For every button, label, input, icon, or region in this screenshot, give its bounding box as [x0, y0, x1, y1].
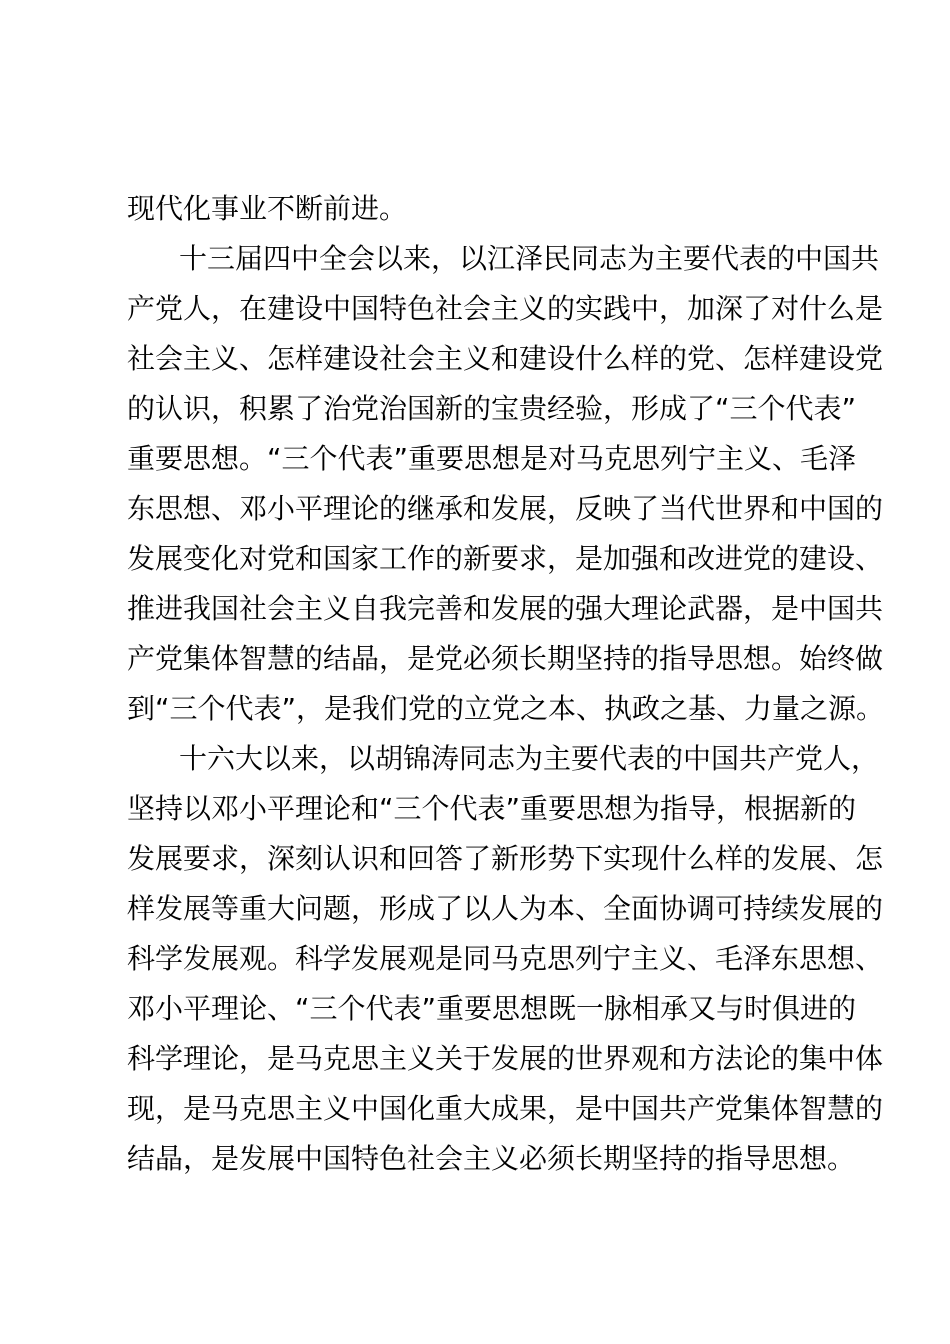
text-line: 发展要求，深刻认识和回答了新形势下实现什么样的发展、怎 [127, 842, 884, 875]
text-line: 的认识，积累了治党治国新的宝贵经验，形成了“三个代表” [127, 392, 857, 425]
text-line: 重要思想。“三个代表”重要思想是对马克思列宁主义、毛泽 [127, 442, 857, 475]
text-line: 现，是马克思主义中国化重大成果，是中国共产党集体智慧的 [127, 1092, 884, 1125]
text-line: 发展变化对党和国家工作的新要求，是加强和改进党的建设、 [127, 542, 884, 575]
text-line: 样发展等重大问题，形成了以人为本、全面协调可持续发展的 [127, 892, 884, 925]
text-line: 推进我国社会主义自我完善和发展的强大理论武器，是中国共 [127, 592, 884, 625]
paragraph-first-line: 十六大以来，以胡锦涛同志为主要代表的中国共产党人， [179, 742, 880, 775]
text-line: 邓小平理论、“三个代表”重要思想既一脉相承又与时俱进的 [127, 992, 857, 1025]
paragraph-first-line: 十三届四中全会以来，以江泽民同志为主要代表的中国共 [179, 242, 880, 275]
text-line: 科学理论，是马克思主义关于发展的世界观和方法论的集中体 [127, 1042, 884, 1075]
text-line: 结晶，是发展中国特色社会主义必须长期坚持的指导思想。 [127, 1142, 856, 1175]
text-line: 坚持以邓小平理论和“三个代表”重要思想为指导，根据新的 [127, 792, 857, 825]
text-line: 科学发展观。科学发展观是同马克思列宁主义、毛泽东思想、 [127, 942, 884, 975]
text-line: 到“三个代表”，是我们党的立党之本、执政之基、力量之源。 [127, 692, 885, 725]
text-line: 社会主义、怎样建设社会主义和建设什么样的党、怎样建设党 [127, 342, 884, 375]
text-line: 现代化事业不断前进。 [127, 192, 408, 225]
text-line: 产党集体智慧的结晶，是党必须长期坚持的指导思想。始终做 [127, 642, 884, 675]
text-line: 东思想、邓小平理论的继承和发展，反映了当代世界和中国的 [127, 492, 884, 525]
text-line: 产党人，在建设中国特色社会主义的实践中，加深了对什么是 [127, 292, 884, 325]
